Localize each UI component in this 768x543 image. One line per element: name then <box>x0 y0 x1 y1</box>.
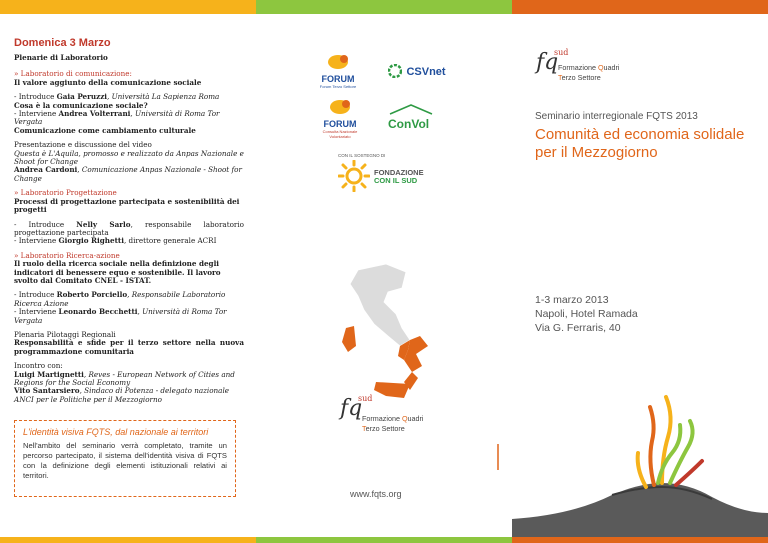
fq-sud-logo-cover: fq sud Formazione Quadri Terzo Settore <box>536 48 620 82</box>
plenary-heading: Plenarie di Laboratorio <box>14 53 108 62</box>
event-place: Napoli, Hotel Ramada <box>535 308 638 320</box>
top-color-bar <box>0 0 768 14</box>
day-heading: Domenica 3 Marzo <box>14 37 111 49</box>
forum-bird-icon-2 <box>326 97 354 115</box>
event-details <box>535 293 638 335</box>
identity-box-title: L'identità visiva FQTS, dal nazionale ai territori <box>23 427 209 437</box>
plenary-regional: Plenaria Pilotaggi Regionali Responsabilità e sfide per il terzo settore nella nuova programmazione comunitaria <box>14 329 244 356</box>
lab-communication: » Laboratorio di comunicazione: Il valore aggiunto della comunicazione sociale <box>14 69 202 87</box>
seminar-label: Seminario interregionale FQTS 2013 <box>535 111 698 122</box>
cover-title: Comunità ed economia solidale per il Mezzogiorno <box>535 126 745 161</box>
event-address: Via G. Ferraris, 40 <box>535 322 621 334</box>
csvnet-gear-icon <box>388 64 402 78</box>
convol-roof-icon <box>388 103 434 115</box>
vesuvius-illustration <box>512 337 768 537</box>
lab-communication-speakers: - Introduce Gaia Peruzzi, Università La Sapienza Roma Cosa è la comunicazione sociale? - Interviene Andrea Volterrani, Università di Roma Tor Vergata Comunicazione come cambiamento culturale <box>14 92 220 135</box>
anpas-vertical-logo <box>492 442 504 472</box>
bottom-color-bar <box>0 537 768 543</box>
lab-design-speakers: - Introduce Nelly Sarlo, responsabile laboratorio progettazione partecipata - Interviene Giorgio Righetti, direttore generale ACRI <box>14 219 244 246</box>
meeting-speakers: Incontro con: Luigi Martignetti, Reves - European Network of Cities and Regions for the Social Economy Vito Santarsiero, Sindaco di Potenza - delegato nazionale ANCI per le Politiche per il Mezzogiorno <box>14 361 235 404</box>
convol-logo: ConVol <box>388 102 434 131</box>
forum-bird-icon <box>324 52 352 70</box>
lab-research-speakers: - Introduce Roberto Porciello, Responsabile Laboratorio Ricerca Azione - Interviene Leonardo Becchetti, Università di Roma Tor Vergata <box>14 290 227 325</box>
forum-terzo-settore-logo: FORUM Forum Terzo Settore <box>318 52 358 89</box>
csvnet-logo: CSVnet <box>388 62 446 80</box>
identity-box-text: Nell'ambito del seminario verrà completato, tramite un percorso partecipato, il sistema dell'identità visiva di FQTS con la definizione degli elementi istituzionali relativi ai territori. <box>23 441 227 480</box>
program-list <box>14 54 244 410</box>
forum-volontariato-logo: FORUM Consulta Nazionale Volontariato <box>318 97 362 139</box>
event-date: 1-3 marzo 2013 <box>535 294 609 306</box>
identity-box <box>14 420 236 497</box>
fq-sud-logo-center: fq sud Formazione Quadri Terzo Settore <box>340 394 424 433</box>
support-label: CON IL SOSTEGNO DI <box>338 153 386 158</box>
italy-map <box>328 262 438 412</box>
sun-icon <box>338 160 370 192</box>
lab-design: » Laboratorio Progettazione Processi di progettazione partecipata e sostenibilità dei progetti <box>14 188 240 215</box>
video-presentation: Presentazione e discussione del video Questa è L'Aquila, promosso e realizzato da Anpas Nazionale e Shoot for Change Andrea Cardoni, Comunicazione Anpas Nazionale - Shoot for Change <box>14 140 244 183</box>
lab-research: » Laboratorio Ricerca-azione Il ruolo della ricerca sociale nella definizione degli indicatori di benessere equo e sostenibile. Il lavoro svolto dal Comitato CNEL - ISTAT. <box>14 250 221 285</box>
website-url[interactable]: www.fqts.org <box>350 489 402 499</box>
